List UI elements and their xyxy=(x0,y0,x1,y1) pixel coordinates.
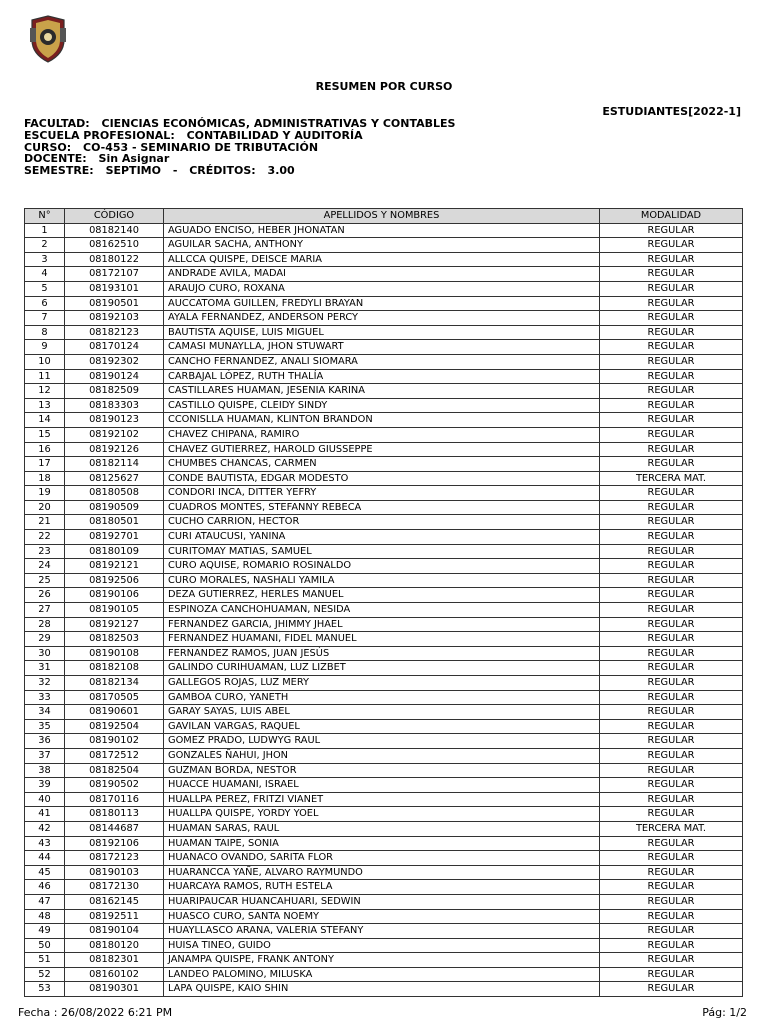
student-name: CHUMBES CHANCAS, CARMEN xyxy=(164,457,600,472)
table-row xyxy=(25,354,743,369)
row-number: 43 xyxy=(25,836,65,851)
table-row xyxy=(25,719,743,734)
escuela-label: ESCUELA PROFESIONAL: xyxy=(24,128,175,142)
student-modality: REGULAR xyxy=(600,865,743,880)
student-code: 08180109 xyxy=(65,544,164,559)
row-number: 17 xyxy=(25,457,65,472)
table-row xyxy=(25,325,743,340)
student-modality: REGULAR xyxy=(600,880,743,895)
student-name: HUALLPA PEREZ, FRITZI VIANET xyxy=(164,792,600,807)
student-modality: REGULAR xyxy=(600,354,743,369)
row-number: 7 xyxy=(25,311,65,326)
student-modality: REGULAR xyxy=(600,325,743,340)
student-modality: REGULAR xyxy=(600,778,743,793)
student-name: HUACCE HUAMANI, ISRAEL xyxy=(164,778,600,793)
student-code: 08190108 xyxy=(65,646,164,661)
student-modality: REGULAR xyxy=(600,982,743,997)
docente-label: DOCENTE: xyxy=(24,152,87,166)
facultad-label: FACULTAD: xyxy=(24,117,90,130)
table-row xyxy=(25,821,743,836)
row-number: 25 xyxy=(25,573,65,588)
student-modality: REGULAR xyxy=(600,544,743,559)
row-number: 37 xyxy=(25,748,65,763)
table-row xyxy=(25,223,743,238)
row-number: 20 xyxy=(25,500,65,515)
student-code: 08190124 xyxy=(65,369,164,384)
student-name: CURO AQUISE, ROMARIO ROSINALDO xyxy=(164,559,600,574)
student-code: 08190106 xyxy=(65,588,164,603)
student-modality: REGULAR xyxy=(600,690,743,705)
student-code: 08180120 xyxy=(65,938,164,953)
student-modality: REGULAR xyxy=(600,603,743,618)
table-row xyxy=(25,442,743,457)
table-row xyxy=(25,573,743,588)
student-code: 08180508 xyxy=(65,486,164,501)
semestre-separator: - xyxy=(172,164,178,178)
student-name: CARBAJAL LÓPEZ, RUTH THALÍA xyxy=(164,369,600,384)
row-number: 16 xyxy=(25,442,65,457)
row-number: 8 xyxy=(25,325,65,340)
table-header-row xyxy=(25,209,743,224)
curso-label: CURSO: xyxy=(24,140,72,154)
student-code: 08172107 xyxy=(65,267,164,282)
table-row xyxy=(25,457,743,472)
row-number: 26 xyxy=(25,588,65,603)
student-code: 08182509 xyxy=(65,384,164,399)
row-number: 33 xyxy=(25,690,65,705)
student-code: 08190104 xyxy=(65,924,164,939)
row-number: 3 xyxy=(25,252,65,267)
student-code: 08190502 xyxy=(65,778,164,793)
table-row xyxy=(25,281,743,296)
student-modality: REGULAR xyxy=(600,719,743,734)
student-code: 08182108 xyxy=(65,661,164,676)
student-code: 08193101 xyxy=(65,281,164,296)
row-number: 10 xyxy=(25,354,65,369)
student-modality: REGULAR xyxy=(600,894,743,909)
student-name: GAVILAN VARGAS, RAQUEL xyxy=(164,719,600,734)
table-row xyxy=(25,938,743,953)
student-name: GARAY SAYAS, LUIS ABEL xyxy=(164,705,600,720)
column-header-name: APELLIDOS Y NOMBRES xyxy=(164,209,600,224)
escuela-value: CONTABILIDAD Y AUDITORÍA xyxy=(186,128,363,142)
table-row xyxy=(25,252,743,267)
student-name: CURO MORALES, NASHALI YAMILA xyxy=(164,573,600,588)
student-name: CHAVEZ CHIPANA, RAMIRO xyxy=(164,427,600,442)
row-number: 23 xyxy=(25,544,65,559)
student-code: 08170505 xyxy=(65,690,164,705)
row-number: 21 xyxy=(25,515,65,530)
student-code: 08192127 xyxy=(65,617,164,632)
row-number: 38 xyxy=(25,763,65,778)
row-number: 36 xyxy=(25,734,65,749)
table-row xyxy=(25,705,743,720)
student-code: 08182504 xyxy=(65,763,164,778)
row-number: 53 xyxy=(25,982,65,997)
student-name: CASTILLARES HUAMAN, JESENIA KARINA xyxy=(164,384,600,399)
student-name: ANDRADE AVILA, MADAI xyxy=(164,267,600,282)
row-number: 11 xyxy=(25,369,65,384)
semestre-label: SEMESTRE: xyxy=(24,164,94,178)
row-number: 13 xyxy=(25,398,65,413)
student-modality: REGULAR xyxy=(600,705,743,720)
row-number: 5 xyxy=(25,281,65,296)
student-modality: REGULAR xyxy=(600,661,743,676)
student-modality: REGULAR xyxy=(600,427,743,442)
student-name: HUALLPA QUISPE, YORDY YOEL xyxy=(164,807,600,822)
student-code: 08182503 xyxy=(65,632,164,647)
student-name: HUAYLLASCO ARANA, VALERIA STEFANY xyxy=(164,924,600,939)
student-name: LANDEO PALOMINO, MILUSKA xyxy=(164,967,600,982)
student-modality: REGULAR xyxy=(600,938,743,953)
student-code: 08192701 xyxy=(65,530,164,545)
table-row xyxy=(25,530,743,545)
student-modality: TERCERA MAT. xyxy=(600,821,743,836)
student-modality: REGULAR xyxy=(600,836,743,851)
table-row xyxy=(25,603,743,618)
table-row xyxy=(25,238,743,253)
student-modality: REGULAR xyxy=(600,646,743,661)
table-row xyxy=(25,559,743,574)
table-row xyxy=(25,676,743,691)
table-row xyxy=(25,471,743,486)
student-name: HUAMAN TAIPE, SONIA xyxy=(164,836,600,851)
student-code: 08182134 xyxy=(65,676,164,691)
student-name: CHAVEZ GUTIERREZ, HAROLD GIUSSEPPE xyxy=(164,442,600,457)
row-number: 35 xyxy=(25,719,65,734)
student-table xyxy=(24,208,743,997)
student-name: HUARIPAUCAR HUANCAHUARI, SEDWIN xyxy=(164,894,600,909)
table-row xyxy=(25,763,743,778)
student-modality: REGULAR xyxy=(600,632,743,647)
term-label: ESTUDIANTES[2022-1] xyxy=(602,105,741,118)
curso-value: CO-453 - SEMINARIO DE TRIBUTACIÓN xyxy=(83,140,319,154)
student-code: 08162510 xyxy=(65,238,164,253)
student-modality: REGULAR xyxy=(600,500,743,515)
row-number: 48 xyxy=(25,909,65,924)
student-modality: REGULAR xyxy=(600,267,743,282)
table-row xyxy=(25,296,743,311)
table-row xyxy=(25,427,743,442)
student-name: FERNANDEZ GARCIA, JHIMMY JHAEL xyxy=(164,617,600,632)
row-number: 41 xyxy=(25,807,65,822)
row-number: 15 xyxy=(25,427,65,442)
student-name: HUARCAYA RAMOS, RUTH ESTELA xyxy=(164,880,600,895)
student-code: 08190103 xyxy=(65,865,164,880)
row-number: 9 xyxy=(25,340,65,355)
student-modality: REGULAR xyxy=(600,369,743,384)
row-number: 6 xyxy=(25,296,65,311)
row-number: 34 xyxy=(25,705,65,720)
row-number: 28 xyxy=(25,617,65,632)
row-number: 49 xyxy=(25,924,65,939)
row-number: 27 xyxy=(25,603,65,618)
table-row xyxy=(25,398,743,413)
row-number: 39 xyxy=(25,778,65,793)
student-code: 08125627 xyxy=(65,471,164,486)
student-code: 08192102 xyxy=(65,427,164,442)
student-name: GALLEGOS ROJAS, LUZ MERY xyxy=(164,676,600,691)
table-row xyxy=(25,836,743,851)
student-name: BAUTISTA AQUISE, LUIS MIGUEL xyxy=(164,325,600,340)
student-code: 08192121 xyxy=(65,559,164,574)
creditos-label: CRÉDITOS: xyxy=(189,164,256,178)
university-crest-icon xyxy=(28,14,68,64)
student-modality: REGULAR xyxy=(600,559,743,574)
table-row xyxy=(25,778,743,793)
row-number: 50 xyxy=(25,938,65,953)
table-row xyxy=(25,792,743,807)
student-code: 08192106 xyxy=(65,836,164,851)
student-name: JANAMPA QUISPE, FRANK ANTONY xyxy=(164,953,600,968)
student-code: 08192103 xyxy=(65,311,164,326)
row-number: 45 xyxy=(25,865,65,880)
footer-page-number: Pág: 1/2 xyxy=(702,1006,747,1019)
student-modality: REGULAR xyxy=(600,617,743,632)
row-number: 2 xyxy=(25,238,65,253)
semestre-line xyxy=(24,165,455,177)
row-number: 14 xyxy=(25,413,65,428)
table-row xyxy=(25,880,743,895)
student-name: HUANACO OVANDO, SARITA FLOR xyxy=(164,851,600,866)
row-number: 52 xyxy=(25,967,65,982)
table-row xyxy=(25,384,743,399)
student-modality: REGULAR xyxy=(600,515,743,530)
table-row xyxy=(25,515,743,530)
student-name: CAMASI MUNAYLLA, JHON STUWART xyxy=(164,340,600,355)
table-row xyxy=(25,369,743,384)
student-name: CURITOMAY MATIAS, SAMUEL xyxy=(164,544,600,559)
student-modality: REGULAR xyxy=(600,909,743,924)
row-number: 1 xyxy=(25,223,65,238)
student-name: CCONISLLA HUAMAN, KLINTON BRANDON xyxy=(164,413,600,428)
student-name: CONDORI INCA, DITTER YEFRY xyxy=(164,486,600,501)
student-name: LAPA QUISPE, KAIO SHIN xyxy=(164,982,600,997)
student-modality: REGULAR xyxy=(600,442,743,457)
student-name: CANCHO FERNANDEZ, ANALI SIOMARA xyxy=(164,354,600,369)
table-row xyxy=(25,661,743,676)
student-modality: REGULAR xyxy=(600,763,743,778)
student-name: GALINDO CURIHUAMAN, LUZ LIZBET xyxy=(164,661,600,676)
table-row xyxy=(25,544,743,559)
student-name: ESPINOZA CANCHOHUAMAN, NESIDA xyxy=(164,603,600,618)
student-code: 08160102 xyxy=(65,967,164,982)
table-row xyxy=(25,807,743,822)
student-name: CONDE BAUTISTA, EDGAR MODESTO xyxy=(164,471,600,486)
student-modality: REGULAR xyxy=(600,748,743,763)
student-code: 08192504 xyxy=(65,719,164,734)
student-modality: REGULAR xyxy=(600,807,743,822)
student-code: 08190105 xyxy=(65,603,164,618)
student-modality: REGULAR xyxy=(600,252,743,267)
table-row xyxy=(25,953,743,968)
table-row xyxy=(25,894,743,909)
row-number: 44 xyxy=(25,851,65,866)
student-code: 08190601 xyxy=(65,705,164,720)
student-code: 08162145 xyxy=(65,894,164,909)
docente-value: Sin Asignar xyxy=(98,152,170,166)
student-name: CUADROS MONTES, STEFANNY REBECA xyxy=(164,500,600,515)
row-number: 47 xyxy=(25,894,65,909)
student-name: CASTILLO QUISPE, CLEIDY SINDY xyxy=(164,398,600,413)
table-row xyxy=(25,690,743,705)
table-row xyxy=(25,500,743,515)
student-code: 08170116 xyxy=(65,792,164,807)
student-modality: REGULAR xyxy=(600,311,743,326)
student-modality: REGULAR xyxy=(600,967,743,982)
row-number: 18 xyxy=(25,471,65,486)
student-modality: TERCERA MAT. xyxy=(600,471,743,486)
student-name: AUCCATOMA GUILLEN, FREDYLI BRAYAN xyxy=(164,296,600,311)
creditos-value: 3.00 xyxy=(267,164,295,178)
student-code: 08144687 xyxy=(65,821,164,836)
student-code: 08170124 xyxy=(65,340,164,355)
student-name: DEZA GUTIERREZ, HERLES MANUEL xyxy=(164,588,600,603)
curso-line xyxy=(24,142,455,154)
student-name: HUASCO CURO, SANTA NOEMY xyxy=(164,909,600,924)
student-modality: REGULAR xyxy=(600,340,743,355)
student-modality: REGULAR xyxy=(600,413,743,428)
table-row xyxy=(25,924,743,939)
student-code: 08180122 xyxy=(65,252,164,267)
student-name: FERNANDEZ RAMOS, JUAN JESÚS xyxy=(164,646,600,661)
student-name: GUZMAN BORDA, NESTOR xyxy=(164,763,600,778)
student-name: GOMEZ PRADO, LUDWYG RAUL xyxy=(164,734,600,749)
student-modality: REGULAR xyxy=(600,588,743,603)
table-row xyxy=(25,646,743,661)
semestre-value: SEPTIMO xyxy=(105,164,161,178)
table-row xyxy=(25,588,743,603)
course-info xyxy=(24,118,455,177)
student-code: 08182301 xyxy=(65,953,164,968)
table-row xyxy=(25,311,743,326)
student-modality: REGULAR xyxy=(600,398,743,413)
student-name: FERNANDEZ HUAMANI, FIDEL MANUEL xyxy=(164,632,600,647)
row-number: 22 xyxy=(25,530,65,545)
student-code: 08172512 xyxy=(65,748,164,763)
student-code: 08182140 xyxy=(65,223,164,238)
student-modality: REGULAR xyxy=(600,851,743,866)
table-row xyxy=(25,617,743,632)
table-row xyxy=(25,982,743,997)
student-modality: REGULAR xyxy=(600,924,743,939)
student-modality: REGULAR xyxy=(600,573,743,588)
row-number: 46 xyxy=(25,880,65,895)
student-modality: REGULAR xyxy=(600,223,743,238)
student-code: 08182114 xyxy=(65,457,164,472)
student-name: AGUILAR SACHA, ANTHONY xyxy=(164,238,600,253)
column-header-modality: MODALIDAD xyxy=(600,209,743,224)
row-number: 42 xyxy=(25,821,65,836)
student-code: 08192511 xyxy=(65,909,164,924)
table-row xyxy=(25,413,743,428)
table-row xyxy=(25,267,743,282)
student-modality: REGULAR xyxy=(600,486,743,501)
student-modality: REGULAR xyxy=(600,281,743,296)
row-number: 4 xyxy=(25,267,65,282)
student-name: GONZALES ÑAHUI, JHON xyxy=(164,748,600,763)
student-name: HUAMAN SARAS, RAUL xyxy=(164,821,600,836)
student-name: GAMBOA CURO, YANETH xyxy=(164,690,600,705)
student-modality: REGULAR xyxy=(600,953,743,968)
table-row xyxy=(25,340,743,355)
student-code: 08172130 xyxy=(65,880,164,895)
student-name: HUISA TINEO, GUIDO xyxy=(164,938,600,953)
row-number: 32 xyxy=(25,676,65,691)
student-code: 08172123 xyxy=(65,851,164,866)
student-name: ARAUJO CURO, ROXANA xyxy=(164,281,600,296)
student-code: 08190123 xyxy=(65,413,164,428)
row-number: 30 xyxy=(25,646,65,661)
facultad-value: CIENCIAS ECONÓMICAS, ADMINISTRATIVAS Y CONTABLES xyxy=(101,117,456,130)
table-row xyxy=(25,486,743,501)
student-code: 08190509 xyxy=(65,500,164,515)
student-code: 08192126 xyxy=(65,442,164,457)
student-code: 08180501 xyxy=(65,515,164,530)
student-modality: REGULAR xyxy=(600,296,743,311)
row-number: 19 xyxy=(25,486,65,501)
row-number: 51 xyxy=(25,953,65,968)
table-row xyxy=(25,632,743,647)
student-code: 08192506 xyxy=(65,573,164,588)
student-code: 08192302 xyxy=(65,354,164,369)
student-name: CUCHO CARRION, HECTOR xyxy=(164,515,600,530)
student-name: AYALA FERNANDEZ, ANDERSON PERCY xyxy=(164,311,600,326)
student-modality: REGULAR xyxy=(600,792,743,807)
student-modality: REGULAR xyxy=(600,734,743,749)
student-modality: REGULAR xyxy=(600,530,743,545)
table-row xyxy=(25,865,743,880)
column-header-code: CÓDIGO xyxy=(65,209,164,224)
row-number: 40 xyxy=(25,792,65,807)
student-modality: REGULAR xyxy=(600,238,743,253)
row-number: 24 xyxy=(25,559,65,574)
page-title: RESUMEN POR CURSO xyxy=(315,80,453,93)
student-name: CURI ATAUCUSI, YANINA xyxy=(164,530,600,545)
student-name: HUARANCCA YAÑE, ALVARO RAYMUNDO xyxy=(164,865,600,880)
student-name: AGUADO ENCISO, HEBER JHONATAN xyxy=(164,223,600,238)
student-name: ALLCCA QUISPE, DEISCE MARIA xyxy=(164,252,600,267)
student-modality: REGULAR xyxy=(600,384,743,399)
row-number: 31 xyxy=(25,661,65,676)
student-code: 08190301 xyxy=(65,982,164,997)
student-code: 08183303 xyxy=(65,398,164,413)
column-header-number: N° xyxy=(25,209,65,224)
footer-date: Fecha : 26/08/2022 6:21 PM xyxy=(18,1006,173,1019)
student-modality: REGULAR xyxy=(600,457,743,472)
student-modality: REGULAR xyxy=(600,676,743,691)
table-row xyxy=(25,748,743,763)
student-code: 08180113 xyxy=(65,807,164,822)
table-row xyxy=(25,967,743,982)
row-number: 29 xyxy=(25,632,65,647)
student-code: 08190501 xyxy=(65,296,164,311)
student-code: 08182123 xyxy=(65,325,164,340)
student-code: 08190102 xyxy=(65,734,164,749)
table-row xyxy=(25,909,743,924)
table-row xyxy=(25,734,743,749)
row-number: 12 xyxy=(25,384,65,399)
table-row xyxy=(25,851,743,866)
